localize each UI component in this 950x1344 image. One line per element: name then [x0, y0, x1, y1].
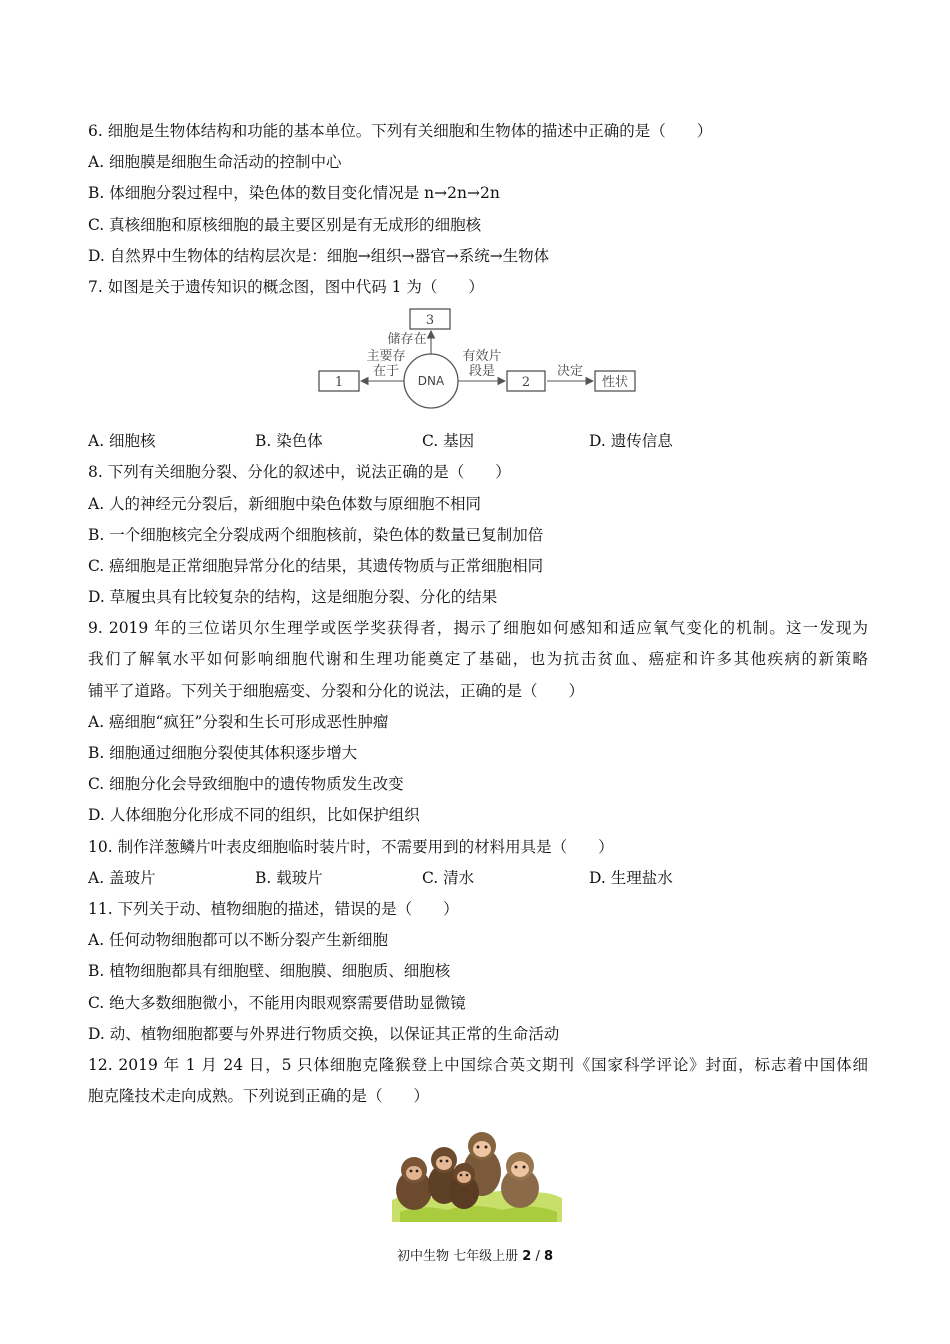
- q8-option-a: A. 人的神经元分裂后，新细胞中染色体数与原细胞不相同: [88, 494, 482, 513]
- label-store: 储存在: [387, 332, 427, 348]
- q7-stem: 7. 如图是关于遗传知识的概念图，图中代码 1 为（ ）: [88, 277, 484, 296]
- monkey-face: [436, 1156, 452, 1170]
- q8-option-b: B. 一个细胞核完全分裂成两个细胞核前，染色体的数量已复制加倍: [88, 525, 544, 544]
- q9-stem-line-2: 我们了解氧水平如何影响细胞代谢和生理功能奠定了基础，也为抗击贫血、癌症和许多其他疾病的新策略: [88, 650, 868, 669]
- monkey-face: [473, 1141, 491, 1157]
- monkey-eye: [460, 1174, 463, 1177]
- monkey-eye: [523, 1166, 526, 1169]
- q6-stem: 6. 细胞是生物体结构和功能的基本单位。下列有关细胞和生物体的描述中正确的是（ ）: [88, 122, 713, 140]
- q8-stem: 8. 下列有关细胞分裂、分化的叙述中，说法正确的是（ ）: [88, 463, 511, 482]
- q8-option-d: D. 草履虫具有比较复杂的结构，这是细胞分裂、分化的结果: [88, 588, 498, 607]
- q6-option-c: C. 真核细胞和原核细胞的最主要区别是有无成形的细胞核: [88, 215, 482, 234]
- q9-stem-line-1: 9. 2019 年的三位诺贝尔生理学或医学奖获得者，揭示了细胞如何感知和适应氧气变化的机制。这一发现为: [88, 619, 868, 638]
- q10-option-c: C. 清水: [422, 868, 475, 887]
- cloned-monkeys-photo: [88, 1112, 868, 1230]
- q9-stem-line-3: 铺平了道路。下列关于细胞癌变、分裂和分化的说法，正确的是（ ）: [88, 681, 585, 700]
- monkey-eye: [416, 1170, 419, 1173]
- q7-option-a: A. 细胞核: [88, 432, 156, 451]
- footer-separator: /: [535, 1249, 540, 1264]
- q10-option-a: A. 盖玻片: [88, 868, 156, 887]
- label-main-1: 主要存: [366, 349, 406, 365]
- dna-label: DNA: [417, 374, 445, 389]
- q10-option-b: B. 载玻片: [255, 868, 323, 887]
- q11-option-d: D. 动、植物细胞都要与外界进行物质交换，以保证其正常的生命活动: [88, 1024, 560, 1043]
- q10-option-d: D. 生理盐水: [589, 868, 673, 887]
- q7-option-d: D. 遗传信息: [589, 432, 673, 451]
- q11-option-a: A. 任何动物细胞都可以不断分裂产生新细胞: [88, 931, 389, 950]
- q7-options: [88, 426, 868, 457]
- genetics-concept-map: [88, 303, 868, 426]
- q6-option-b: B. 体细胞分裂过程中，染色体的数目变化情况是 n→2n→2n: [88, 184, 500, 203]
- q10-stem: 10. 制作洋葱鳞片叶表皮细胞临时装片时，不需要用到的材料用具是（ ）: [88, 837, 614, 856]
- monkey-face: [457, 1171, 471, 1183]
- q12-stem-line-1: 12. 2019 年 1 月 24 日，5 只体细胞克隆猴登上中国综合英文期刊《国家科学评论》封面，标志着中国体细: [88, 1055, 868, 1074]
- q8-option-c: C. 癌细胞是正常细胞异常分化的结果，其遗传物质与正常细胞相同: [88, 556, 544, 575]
- box-2-label: 2: [521, 375, 531, 391]
- page-footer: [0, 1245, 950, 1264]
- label-effective-1: 有效片: [462, 349, 502, 365]
- q11-option-b: B. 植物细胞都具有细胞壁、细胞膜、细胞质、细胞核: [88, 962, 451, 981]
- footer-page-number: 2: [522, 1249, 532, 1264]
- label-effective-2: 段是: [468, 364, 496, 380]
- monkey-eye: [446, 1160, 449, 1163]
- q9-option-a: A. 癌细胞“疯狂”分裂和生长可形成恶性肿瘤: [88, 712, 389, 731]
- concept-map-svg: [314, 305, 644, 420]
- grass-shadow: [400, 1206, 557, 1222]
- q11-stem: 11. 下列关于动、植物细胞的描述，错误的是（ ）: [88, 899, 459, 918]
- q12-stem-line-2: 胞克隆技术走向成熟。下列说到正确的是（ ）: [88, 1087, 430, 1106]
- monkey-eye: [477, 1146, 480, 1149]
- monkey-eye: [515, 1166, 518, 1169]
- footer-title: 初中生物 七年级上册: [396, 1249, 519, 1264]
- box-1-label: 1: [334, 375, 344, 391]
- monkey-eye: [440, 1160, 443, 1163]
- q9-option-b: B. 细胞通过细胞分裂使其体积逐步增大: [88, 744, 358, 762]
- q9-option-d: D. 人体细胞分化形成不同的组织，比如保护组织: [88, 806, 420, 825]
- box-3-label: 3: [425, 313, 435, 329]
- monkey-face: [406, 1166, 422, 1180]
- label-main-2: 在于: [372, 364, 400, 380]
- q6-option-d: D. 自然界中生物体的结构层次是：细胞→组织→器官→系统→生物体: [88, 246, 550, 265]
- q6-option-a: A. 细胞膜是细胞生命活动的控制中心: [88, 153, 342, 172]
- q10-options: [88, 863, 868, 894]
- exam-page: [88, 116, 868, 1230]
- trait-label: 性状: [601, 375, 629, 391]
- footer-total-pages: 8: [543, 1249, 554, 1264]
- label-decide: 决定: [556, 364, 584, 380]
- monkey-eye: [410, 1170, 413, 1173]
- q9-option-c: C. 细胞分化会导致细胞中的遗传物质发生改变: [88, 775, 404, 794]
- q11-option-c: C. 绝大多数细胞微小，不能用肉眼观察需要借助显微镜: [88, 993, 466, 1012]
- monkey-eye: [485, 1146, 488, 1149]
- q7-option-b: B. 染色体: [255, 432, 323, 451]
- monkeys-illustration: [392, 1130, 562, 1222]
- monkey-face: [511, 1161, 529, 1177]
- monkey-eye: [466, 1174, 469, 1177]
- q7-option-c: C. 基因: [422, 432, 475, 451]
